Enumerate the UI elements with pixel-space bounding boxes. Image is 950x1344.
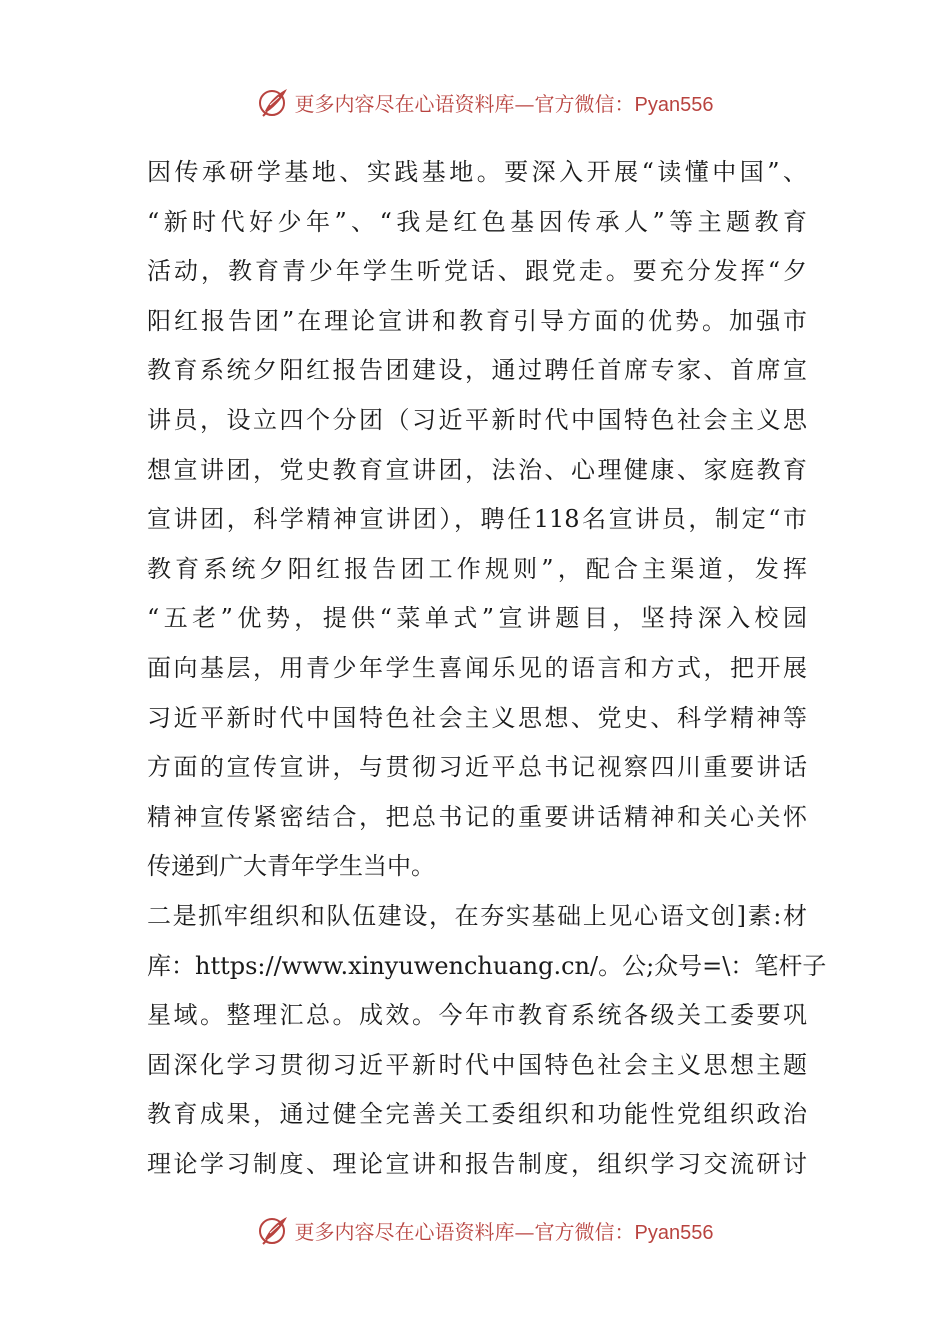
watermark-text <box>295 1216 714 1245</box>
body-line: “新时代好少年”、“我是红色基因传承人”等主题教育 <box>147 207 807 236</box>
body-line: 讲员，设立四个分团（习近平新时代中国特色社会主义思 <box>147 405 807 434</box>
watermark-prefix: 更多内容尽在心语资料库—官方微信： <box>294 91 635 116</box>
document-body <box>147 148 827 1189</box>
feather-pen-logo-icon <box>257 1213 291 1247</box>
body-line: 宣讲团，科学精神宣讲团），聘任118名宣讲员，制定“市 <box>147 505 807 534</box>
feather-pen-logo-icon <box>257 85 291 119</box>
footer-watermark <box>0 1210 950 1250</box>
body-line: 精神宣传紧密结合，把总书记的重要讲话精神和关心关怀 <box>147 802 807 831</box>
body-line: 固深化学习贯彻习近平新时代中国特色社会主义思想主题 <box>147 1050 807 1079</box>
body-line: 方面的宣传宣讲，与贯彻习近平总书记视察四川重要讲话 <box>147 753 807 782</box>
body-line: 想宣讲团，党史教育宣讲团，法治、心理健康、家庭教育 <box>147 455 807 484</box>
body-line: 面向基层，用青少年学生喜闻乐见的语言和方式，把开展 <box>147 653 807 682</box>
body-line: 习近平新时代中国特色社会主义思想、党史、科学精神等 <box>147 703 807 732</box>
watermark-wechat-id: Pyan556 <box>634 1221 714 1244</box>
watermark-prefix: 更多内容尽在心语资料库—官方微信： <box>294 1219 635 1244</box>
watermark-text <box>295 88 714 117</box>
body-line: 活动，教育青少年学生听党话、跟党走。要充分发挥“夕 <box>147 257 807 286</box>
body-line: 阳红报告团”在理论宣讲和教育引导方面的优势。加强市 <box>147 306 807 335</box>
body-line: 教育系统夕阳红报告团建设，通过聘任首席专家、首席宣 <box>147 356 807 385</box>
watermark-wechat-id: Pyan556 <box>634 93 714 116</box>
body-line: 因传承研学基地、实践基地。要深入开展“读懂中国”、 <box>147 158 807 186</box>
body-line: “五老”优势，提供“菜单式”宣讲题目，坚持深入校园 <box>147 604 807 633</box>
body-line: 传递到广大青年学生当中。 <box>147 852 435 881</box>
body-line: 星域。整理汇总。成效。今年市教育系统各级关工委要巩 <box>147 1001 807 1030</box>
body-line: 教育系统夕阳红报告团工作规则”，配合主渠道，发挥 <box>147 554 807 583</box>
header-watermark <box>0 82 950 122</box>
body-line: 库：https://www.xinyuwenchuang.cn/。公;众号=\：笔杆子 <box>147 951 827 980</box>
body-line: 理论学习制度、理论宣讲和报告制度，组织学习交流研讨 <box>147 1149 807 1178</box>
body-line: 二是抓牢组织和队伍建设，在夯实基础上见心语文创]素:材 <box>147 901 807 930</box>
body-line: 教育成果，通过健全完善关工委组织和功能性党组织政治 <box>147 1100 807 1129</box>
